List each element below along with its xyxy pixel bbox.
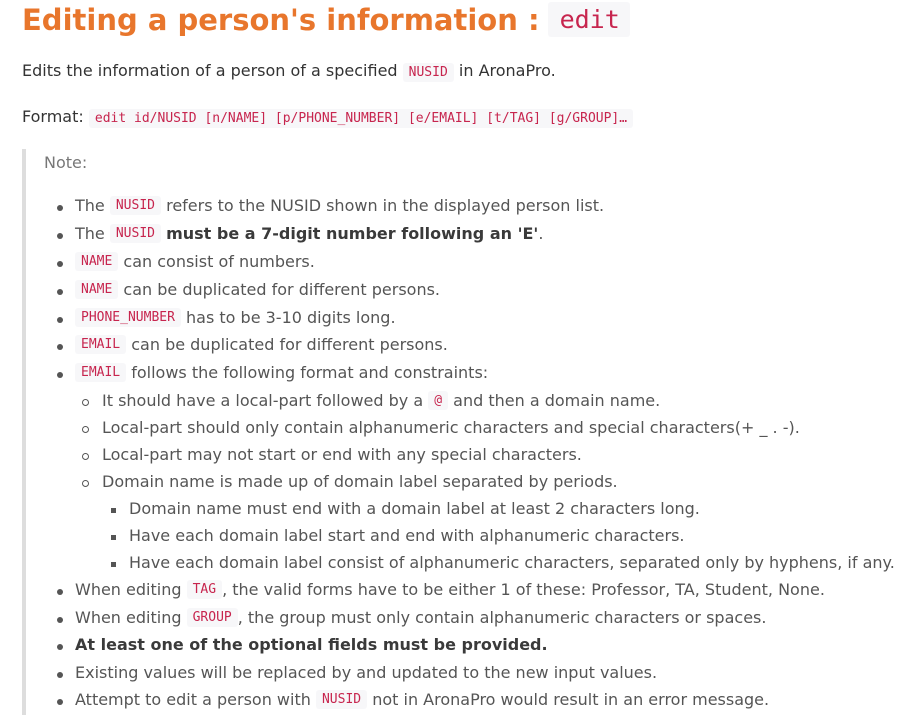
- note-item: [75, 196, 604, 215]
- note-subitem: [102, 391, 660, 410]
- heading-text: Editing a person's information :: [22, 2, 540, 37]
- section-heading: [22, 2, 630, 37]
- bullet-circle-icon: [82, 426, 89, 433]
- note-item-text: The: [75, 196, 105, 215]
- bullet-square-icon: [111, 535, 116, 540]
- bullet-circle-icon: [82, 399, 89, 406]
- note-item: [75, 635, 548, 654]
- note-item: [75, 280, 440, 299]
- bullet-disc-icon: [57, 344, 63, 350]
- note-item-text: The: [75, 224, 105, 243]
- note-item-code: NAME: [75, 280, 118, 299]
- note-item-text: It should have a local-part followed by a: [102, 391, 424, 410]
- note-subsubitem: [129, 553, 895, 572]
- note-item: [75, 663, 657, 682]
- note-item: [75, 608, 766, 627]
- note-subitem: [102, 445, 582, 464]
- note-item: [75, 224, 543, 243]
- note-item: [75, 308, 396, 327]
- note-item-code: PHONE_NUMBER: [75, 308, 181, 327]
- note-item-text: can be duplicated for different persons.: [123, 280, 441, 299]
- note-subsubitem: [129, 526, 685, 545]
- bullet-disc-icon: [57, 205, 63, 211]
- bullet-disc-icon: [57, 589, 63, 595]
- bullet-disc-icon: [57, 699, 63, 705]
- heading-command-code: edit: [548, 2, 630, 37]
- note-item-bold: At least one of the optional fields must be provided.: [75, 635, 548, 654]
- bullet-disc-icon: [57, 261, 63, 267]
- note-item-code: NAME: [75, 252, 118, 271]
- note-item-code: GROUP: [187, 608, 238, 627]
- note-item-text: Local-part may not start or end with any special characters.: [102, 445, 582, 464]
- note-item: [75, 363, 488, 382]
- note-item-code: @: [428, 391, 448, 410]
- note-item-text: Domain name must end with a domain label at least 2 characters long.: [129, 499, 700, 518]
- bullet-disc-icon: [57, 372, 63, 378]
- note-item-text: and then a domain name.: [453, 391, 661, 410]
- note-item-code: TAG: [187, 580, 222, 599]
- format-label: Format:: [22, 107, 84, 126]
- note-item-code: NUSID: [316, 690, 367, 709]
- bullet-disc-icon: [57, 289, 63, 295]
- bullet-square-icon: [111, 562, 116, 567]
- note-title: Note:: [44, 153, 88, 172]
- intro-text-after: in AronaPro.: [458, 61, 556, 80]
- note-blockquote: [22, 149, 906, 715]
- intro-text-before: Edits the information of a person of a specified: [22, 61, 398, 80]
- bullet-disc-icon: [57, 644, 63, 650]
- bullet-square-icon: [111, 508, 116, 513]
- note-item-text: can consist of numbers.: [123, 252, 315, 271]
- note-subitem: [102, 418, 800, 437]
- note-item-text: not in AronaPro would result in an error message.: [372, 690, 770, 709]
- note-item-text: , the valid forms have to be either 1 of these: Professor, TA, Student, None.: [222, 580, 825, 599]
- note-item: [75, 335, 448, 354]
- bullet-circle-icon: [82, 453, 89, 460]
- note-item-text: Local-part should only contain alphanumeric characters and special characters(+ _ . -).: [102, 418, 800, 437]
- format-command-code: edit id/NUSID [n/NAME] [p/PHONE_NUMBER] [e/EMAIL] [t/TAG] [g/GROUP]…: [89, 109, 633, 128]
- note-item-text: .: [538, 224, 544, 243]
- note-item-text: Attempt to edit a person with: [75, 690, 311, 709]
- bullet-disc-icon: [57, 672, 63, 678]
- note-item-text: , the group must only contain alphanumeric characters or spaces.: [237, 608, 767, 627]
- note-item-text: Have each domain label consist of alphanumeric characters, separated only by hyphens, if any.: [129, 553, 895, 572]
- note-item-code: EMAIL: [75, 335, 126, 354]
- note-item-text: has to be 3-10 digits long.: [186, 308, 396, 327]
- bullet-disc-icon: [57, 617, 63, 623]
- note-item-text: Existing values will be replaced by and updated to the new input values.: [75, 663, 658, 682]
- format-paragraph: [22, 107, 633, 126]
- bullet-circle-icon: [82, 480, 89, 487]
- note-item: [75, 690, 769, 709]
- note-item-code: NUSID: [110, 196, 161, 215]
- note-item-text: When editing: [75, 608, 182, 627]
- note-item-text: When editing: [75, 580, 182, 599]
- intro-nusid-code: NUSID: [403, 63, 454, 82]
- note-subsubitem: [129, 499, 700, 518]
- note-item-text: follows the following format and constraints:: [131, 363, 489, 382]
- note-subitem: [102, 472, 618, 491]
- note-item-code: NUSID: [110, 224, 161, 243]
- bullet-disc-icon: [57, 317, 63, 323]
- note-item-bold: must be a 7-digit number following an 'E': [166, 224, 539, 243]
- note-item-code: EMAIL: [75, 363, 126, 382]
- note-item-text: can be duplicated for different persons.: [131, 335, 448, 354]
- intro-paragraph: [22, 61, 556, 80]
- note-item: [75, 252, 315, 271]
- note-item-text: refers to the NUSID shown in the displayed person list.: [166, 196, 605, 215]
- note-item-text: Have each domain label start and end with alphanumeric characters.: [129, 526, 685, 545]
- bullet-disc-icon: [57, 233, 63, 239]
- note-item: [75, 580, 825, 599]
- note-item-text: Domain name is made up of domain label separated by periods.: [102, 472, 618, 491]
